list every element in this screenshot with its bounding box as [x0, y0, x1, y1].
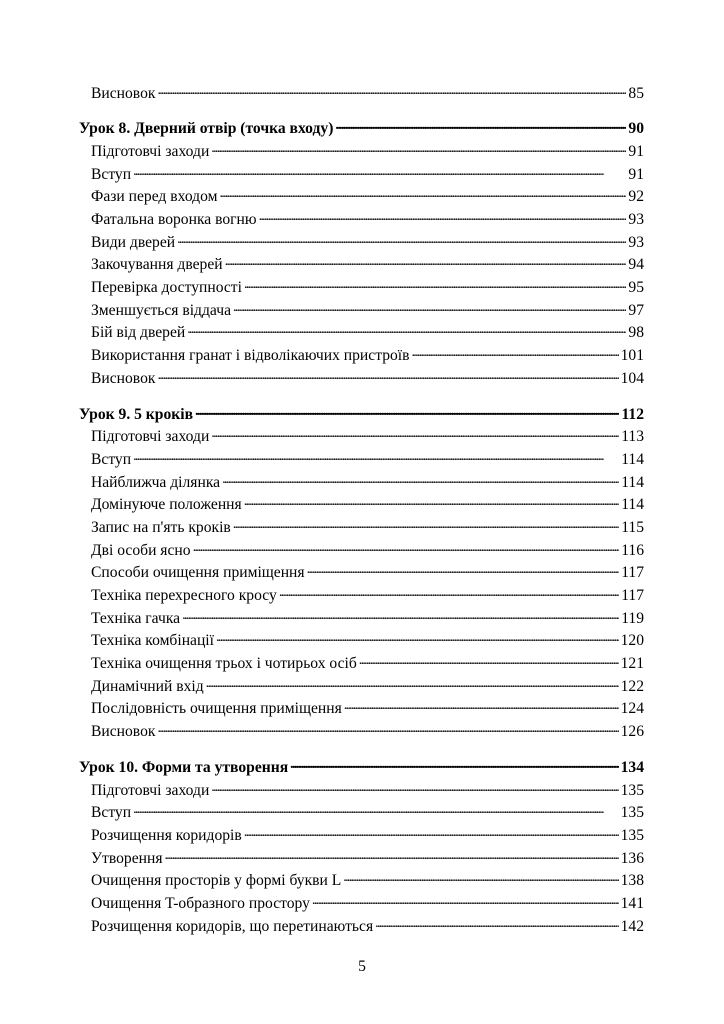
toc-section-entry[interactable] [79, 208, 644, 231]
toc-entry-page: 114 [621, 473, 644, 491]
table-of-contents [79, 82, 644, 938]
toc-entry-title: Техніка гачка [91, 609, 181, 627]
toc-entry-title: Перевірка доступності [91, 279, 242, 297]
toc-entry-page: 120 [620, 632, 644, 650]
dot-leader [412, 345, 619, 361]
toc-section-entry[interactable] [79, 299, 644, 322]
dot-leader [216, 630, 619, 646]
toc-entry-page: 113 [621, 428, 644, 446]
toc-section-entry[interactable] [79, 231, 644, 254]
toc-entry-page: 135 [620, 781, 644, 799]
dot-leader [211, 426, 619, 442]
toc-entry-page: 115 [621, 518, 644, 536]
dot-leader [165, 847, 619, 863]
toc-entry-title: Використання гранат і відволікаючих пристроїв [91, 347, 410, 365]
toc-section-entry[interactable] [79, 448, 644, 471]
toc-entry-title: Урок 10. Форми та утворення [79, 758, 289, 776]
dot-leader [312, 892, 619, 908]
toc-entry-page: 101 [620, 347, 644, 365]
toc-section-entry[interactable] [79, 562, 644, 585]
toc-section-entry[interactable] [79, 163, 644, 186]
dot-leader [157, 721, 618, 737]
dot-leader [290, 756, 618, 772]
toc-entry-page: 91 [628, 142, 644, 160]
toc-section-entry[interactable] [79, 140, 644, 163]
toc-chapter-entry[interactable] [79, 756, 644, 779]
toc-chapter-entry[interactable] [79, 403, 644, 426]
toc-entry-title: Фази перед входом [91, 188, 218, 206]
toc-entry-title: Розчищення коридорів [91, 826, 242, 844]
toc-section-entry[interactable] [79, 426, 644, 449]
toc-section-entry[interactable] [79, 779, 644, 802]
dot-leader [182, 607, 619, 623]
dot-leader [157, 82, 626, 98]
toc-entry-title: Висновок [91, 369, 156, 387]
toc-section-entry[interactable] [79, 802, 644, 825]
toc-section-entry[interactable] [79, 892, 644, 915]
dot-leader [206, 675, 619, 691]
toc-section-entry[interactable] [79, 721, 644, 744]
toc-entry-page: 95 [628, 279, 644, 297]
toc-entry-page: 141 [620, 894, 644, 912]
toc-entry-title: Урок 9. 5 кроків [79, 405, 193, 423]
toc-entry-title: Утворення [91, 849, 163, 867]
toc-entry-page: 117 [621, 587, 644, 605]
toc-entry-title: Вступ [91, 165, 132, 183]
dot-leader [233, 299, 626, 315]
toc-section-entry[interactable] [79, 824, 644, 847]
dot-leader [244, 824, 619, 840]
dot-leader [344, 698, 619, 714]
toc-section-entry[interactable] [79, 675, 644, 698]
toc-section-entry[interactable] [79, 607, 644, 630]
dot-leader [307, 562, 620, 578]
toc-entry-title: Послідовність очищення приміщення [91, 700, 342, 718]
toc-entry-title: Зменшується віддача [91, 301, 231, 319]
toc-entry-page: 116 [621, 541, 644, 559]
dot-leader [375, 915, 618, 931]
toc-entry-title: Очищення просторів у формі букви L [91, 872, 342, 890]
toc-section-entry[interactable] [79, 516, 644, 539]
toc-entry-page: 91 [628, 165, 644, 183]
dot-leader [343, 870, 618, 886]
toc-entry-title: Висновок [91, 84, 156, 102]
section-spacer [79, 105, 644, 118]
toc-section-entry[interactable] [79, 847, 644, 870]
toc-entry-page: 136 [620, 849, 644, 867]
dot-leader [133, 802, 619, 818]
toc-entry-title: Запис на п'ять кроків [91, 518, 231, 536]
dot-leader [195, 403, 619, 419]
section-spacer [79, 390, 644, 403]
toc-section-entry[interactable] [79, 277, 644, 300]
dot-leader [187, 322, 626, 338]
toc-section-entry[interactable] [79, 494, 644, 517]
toc-entry-page: 142 [620, 917, 644, 935]
toc-entry-page: 135 [620, 826, 644, 844]
toc-section-entry[interactable] [79, 367, 644, 390]
toc-entry-title: Розчищення коридорів, що перетинаються [91, 917, 374, 935]
dot-leader [157, 367, 618, 383]
toc-entry-title: Способи очищення приміщення [91, 564, 305, 582]
toc-entry-title: Вступ [91, 450, 132, 468]
toc-entry-page: 138 [620, 872, 644, 890]
toc-section-entry[interactable] [79, 345, 644, 368]
toc-entry-page: 135 [620, 804, 644, 822]
toc-section-entry[interactable] [79, 915, 644, 938]
toc-entry-page: 119 [621, 609, 644, 627]
toc-section-entry[interactable] [79, 539, 644, 562]
dot-leader [133, 163, 626, 179]
toc-chapter-entry[interactable] [79, 118, 644, 141]
toc-entry-title: Техніка комбінації [91, 632, 214, 650]
toc-entry-title: Урок 8. Дверний отвір (точка входу) [79, 120, 334, 138]
toc-entry-page: 93 [628, 233, 644, 251]
toc-entry-page: 114 [621, 450, 644, 468]
toc-entry-title: Домінуюче положення [91, 496, 242, 514]
toc-entry-title: Підготовчі заходи [91, 142, 210, 160]
dot-leader [177, 231, 626, 247]
toc-entry-title: Техніка перехресного кросу [91, 587, 277, 605]
page-number: 5 [358, 958, 366, 975]
dot-leader [279, 584, 619, 600]
toc-entry-title: Очищення T-образного простору [91, 894, 310, 912]
dot-leader [233, 516, 619, 532]
toc-section-entry[interactable] [79, 186, 644, 209]
toc-entry-page: 94 [628, 256, 644, 274]
dot-leader [193, 539, 620, 555]
toc-entry-page: 98 [628, 324, 644, 342]
toc-entry-page: 122 [620, 677, 644, 695]
toc-entry-title: Техніка очищення трьох і чотирьох осіб [91, 655, 357, 673]
toc-entry-page: 117 [621, 564, 644, 582]
toc-entry-page: 121 [620, 655, 644, 673]
dot-leader [359, 653, 619, 669]
toc-entry-page: 134 [620, 758, 644, 776]
section-spacer [79, 743, 644, 756]
dot-leader [222, 471, 619, 487]
toc-entry-title: Підготовчі заходи [91, 781, 210, 799]
toc-entry-title: Вступ [91, 804, 132, 822]
dot-leader [225, 254, 627, 270]
dot-leader [335, 118, 626, 134]
toc-entry-page: 93 [628, 211, 644, 229]
toc-entry-page: 124 [620, 700, 644, 718]
toc-entry-page: 104 [620, 369, 644, 387]
dot-leader [244, 277, 626, 293]
dot-leader [133, 448, 619, 464]
dot-leader [244, 494, 620, 510]
toc-entry-page: 126 [620, 723, 644, 741]
toc-section-entry[interactable] [79, 698, 644, 721]
toc-entry-title: Висновок [91, 723, 156, 741]
toc-section-entry[interactable] [79, 82, 644, 105]
toc-entry-title: Фатальна воронка вогню [91, 211, 257, 229]
toc-section-entry[interactable] [79, 870, 644, 893]
toc-entry-title: Динамічний вхід [91, 677, 204, 695]
toc-entry-title: Найближча ділянка [91, 473, 221, 491]
toc-entry-title: Бій від дверей [91, 324, 186, 342]
toc-entry-page: 90 [628, 120, 644, 138]
toc-section-entry[interactable] [79, 254, 644, 277]
toc-entry-title: Підготовчі заходи [91, 428, 210, 446]
dot-leader [219, 186, 626, 202]
dot-leader [211, 140, 626, 156]
dot-leader [259, 208, 627, 224]
toc-entry-page: 114 [621, 496, 644, 514]
toc-section-entry[interactable] [79, 584, 644, 607]
toc-entry-title: Дві особи ясно [91, 541, 191, 559]
toc-section-entry[interactable] [79, 471, 644, 494]
toc-entry-title: Закочування дверей [91, 256, 223, 274]
toc-entry-page: 112 [621, 405, 644, 423]
toc-entry-page: 97 [628, 301, 644, 319]
toc-section-entry[interactable] [79, 653, 644, 676]
toc-entry-title: Види дверей [91, 233, 176, 251]
toc-entry-page: 85 [628, 84, 644, 102]
toc-section-entry[interactable] [79, 322, 644, 345]
toc-entry-page: 92 [628, 188, 644, 206]
dot-leader [211, 779, 618, 795]
toc-section-entry[interactable] [79, 630, 644, 653]
